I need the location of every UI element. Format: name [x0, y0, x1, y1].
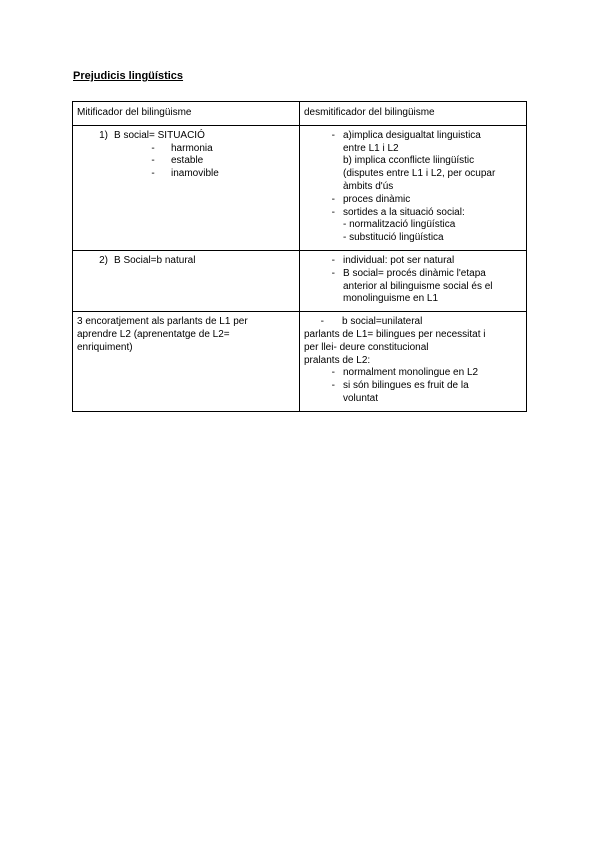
list-item: si són bilingues es fruit de la voluntat	[343, 380, 469, 404]
cell-row3-left: 3 encoratjement als parlants de L1 per aprendre L2 (aprenentatge de L2= enriquiment)	[73, 312, 300, 412]
list-item: B social= procés dinàmic l'etapa anterior al bilinguisme social és el monolinguisme en L1	[343, 267, 493, 305]
bullet-dash: -	[151, 168, 155, 180]
table-header-row	[73, 102, 527, 126]
bullet-dash: -	[331, 193, 335, 205]
list-item: b social=unilateral	[342, 316, 423, 328]
header-desmitificador: desmitificador del bilingüisme	[300, 102, 527, 126]
table-row	[73, 312, 527, 412]
list-item: a)implica desigualtat linguistica entre L1 i L2 b) implica cconflicte liingüístic (disputes entre L1 i L2, per ocupar àmbits d'ús	[343, 129, 496, 192]
cell-row1-right	[300, 125, 527, 250]
list-item: harmonia	[171, 142, 213, 154]
list-item: estable	[171, 155, 204, 167]
list-text: B Social=b natural	[114, 254, 196, 266]
list-number: 2)	[99, 254, 108, 266]
prejudices-table	[72, 101, 527, 412]
list-item: proces dinàmic	[343, 193, 411, 205]
cell-row2-left	[73, 250, 300, 311]
bullet-dash: -	[331, 367, 335, 379]
bullet-dash: -	[331, 129, 335, 141]
list-item: inamovible	[171, 168, 219, 180]
header-mitificador: Mitificador del bilingüisme	[73, 102, 300, 126]
list-item: sortides a la situació social: - normalització lingüística - substitució lingüística	[343, 206, 465, 244]
bullet-dash: -	[151, 142, 155, 154]
bullet-dash: -	[331, 267, 335, 279]
bullet-dash: -	[331, 380, 335, 392]
list-item: normalment monolingue en L2	[343, 367, 479, 379]
list-number: 1)	[99, 129, 108, 141]
cell-row3-right: - b social=unilateral parlants de L1= bilingues per necessitat i per llei- deure constitucional pralants de L2: - normalment monolingue en L2 - si són bilingues es fruit de la voluntat	[300, 312, 527, 412]
table-row	[73, 125, 527, 250]
cell-row1-left	[73, 125, 300, 250]
table-row	[73, 250, 527, 311]
bullet-dash: -	[151, 155, 155, 167]
list-item: individual: pot ser natural	[343, 254, 455, 266]
document-title: Prejudicis lingüístics	[73, 70, 184, 82]
bullet-dash: -	[320, 316, 324, 328]
bullet-dash: -	[331, 206, 335, 218]
bullet-dash: -	[331, 254, 335, 266]
cell-row2-right	[300, 250, 527, 311]
list-text: B social= SITUACIÓ	[114, 129, 205, 141]
